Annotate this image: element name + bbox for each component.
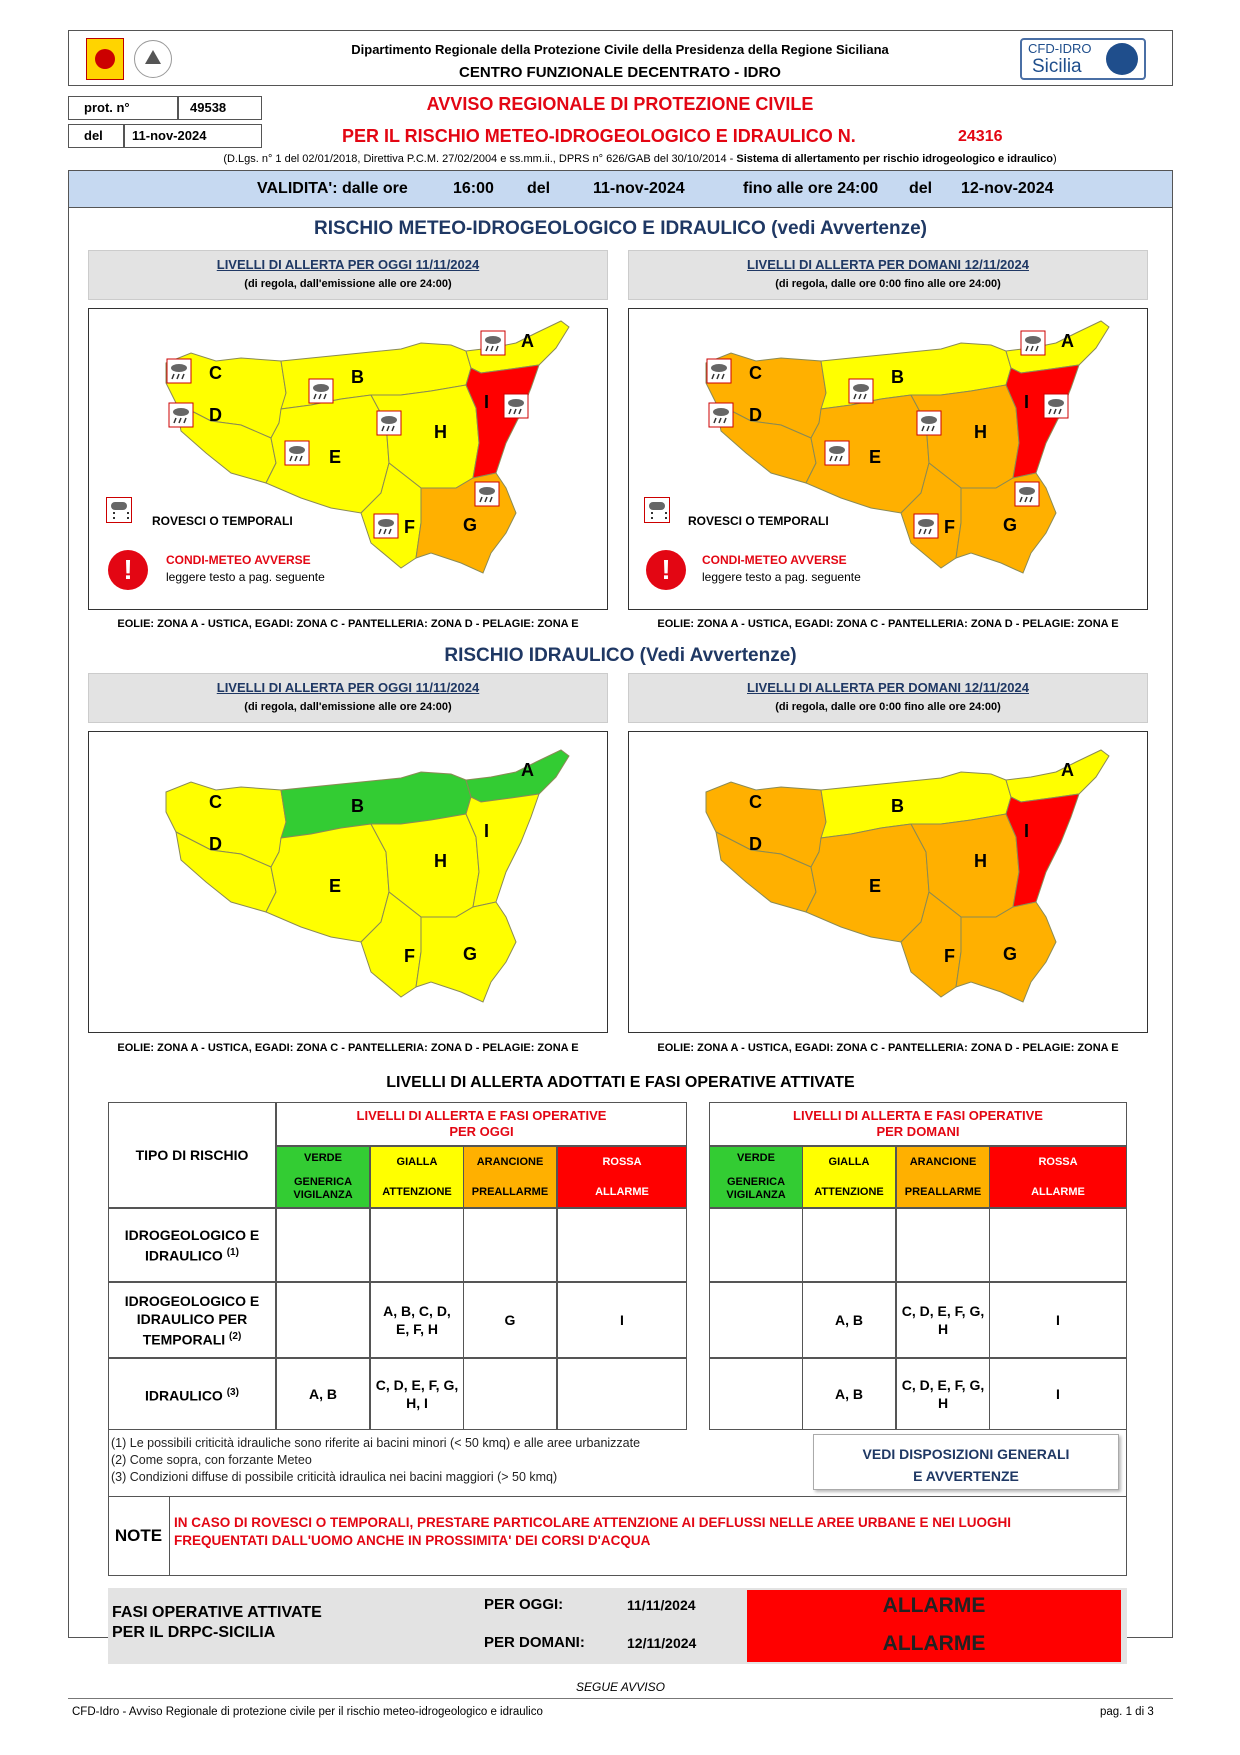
fasi-domani-date: 12/11/2024: [627, 1635, 697, 1651]
zone-g-label: G: [463, 515, 478, 535]
row-0-sup: (1): [226, 1246, 239, 1258]
s1-tomorrow-legend-adverse: CONDI-METEO AVVERSE: [702, 553, 847, 567]
zone-i-area: [1006, 794, 1079, 907]
tomorrow-level-rossa: [989, 1146, 1127, 1208]
today-cell: [557, 1208, 687, 1282]
level-phase: PREALLARME: [904, 1185, 982, 1198]
row-1-sup: (2): [229, 1330, 242, 1342]
sicily-map-group: [166, 321, 569, 573]
storm-icon: [1044, 394, 1068, 418]
s2-tomorrow-header: [628, 673, 1148, 723]
level-name: ROSSA: [602, 1155, 642, 1168]
storm-icon: [707, 359, 731, 383]
zone-d-label: D: [209, 834, 222, 854]
zone-h-label: H: [974, 422, 987, 442]
zone-c-label: C: [209, 792, 222, 812]
zone-h-label: H: [434, 422, 447, 442]
zone-f-label: F: [404, 517, 415, 537]
row-label-text: [145, 1384, 239, 1405]
row-label-text: [109, 1292, 275, 1349]
s1-tomorrow-sub: (di regola, dalle ore 0:00 fino alle ore 24:00): [775, 278, 1001, 290]
zone-a-label: A: [521, 760, 534, 780]
warning-icon: !: [646, 550, 686, 590]
vedi-line-1: VEDI DISPOSIZIONI GENERALI: [862, 1446, 1070, 1462]
fasi-oggi-label: PER OGGI:: [484, 1596, 564, 1613]
zone-f-label: F: [944, 946, 955, 966]
tomorrow-cell: A, B: [802, 1358, 896, 1430]
s1-tomorrow-legend-storms: ROVESCI O TEMPORALI: [688, 514, 829, 528]
row-1-label: IDROGEOLOGICO E IDRAULICO PER TEMPORALI: [124, 1292, 260, 1348]
storm-icon: [849, 379, 873, 403]
legal-close: ): [1053, 153, 1057, 165]
cfd-idro-logo-bottom: Sicilia: [1032, 56, 1082, 77]
zone-e-area: [266, 395, 389, 513]
footer-right: pag. 1 di 3: [1100, 1706, 1154, 1718]
level-phase: ATTENZIONE: [814, 1185, 884, 1198]
tomorrow-levels-header: [709, 1102, 1127, 1146]
footnote-3: (3) Condizioni diffuse di possibile criticità idraulica nei bacini maggiori (> 50 kmq): [111, 1470, 558, 1484]
zone-i-area: [466, 365, 539, 478]
tomorrow-level-verde: [709, 1146, 803, 1208]
storm-legend-icon: [106, 497, 132, 523]
zone-g-label: G: [463, 944, 478, 964]
sicily-map-group: [706, 321, 1109, 573]
tipo-rischio-label: TIPO DI RISCHIO: [135, 1147, 249, 1163]
zone-a-label: A: [1061, 331, 1074, 351]
section2-title: RISCHIO IDRAULICO (Vedi Avvertenze): [444, 645, 797, 666]
zone-f-label: F: [944, 517, 955, 537]
level-name: GIALLA: [396, 1155, 438, 1168]
zone-h-label: H: [974, 851, 987, 871]
zone-d-label: D: [209, 405, 222, 425]
zone-e-label: E: [869, 447, 882, 467]
today-cell: [463, 1358, 557, 1430]
map-idraulico-tomorrow-frame: [628, 731, 1148, 1033]
fasi-label-1: FASI OPERATIVE ATTIVATE: [112, 1604, 322, 1621]
level-phase: PREALLARME: [471, 1185, 549, 1198]
tomorrow-cell: C, D, E, F, G, H: [896, 1358, 990, 1430]
today-cell: I: [557, 1282, 687, 1358]
footer-left: CFD-Idro - Avviso Regionale di protezione civile per il rischio meteo-idrogeologico e idraulico: [72, 1706, 543, 1718]
level-phase: ALLARME: [1031, 1185, 1085, 1198]
del-label: del: [84, 128, 103, 143]
today-cell: [276, 1282, 370, 1358]
zone-d-label: D: [749, 405, 762, 425]
prot-value: 49538: [190, 100, 227, 115]
s2-tomorrow-title: LIVELLI DI ALLERTA PER DOMANI 12/11/2024: [747, 680, 1029, 695]
zone-a-label: A: [1061, 760, 1074, 780]
level-name: GIALLA: [828, 1155, 870, 1168]
storm-icon: [504, 394, 528, 418]
today-level-gialla: [370, 1146, 464, 1208]
vedi-line-2: E AVVERTENZE: [913, 1468, 1019, 1484]
s1-tomorrow-header: [628, 250, 1148, 300]
level-name: ROSSA: [1038, 1155, 1078, 1168]
zone-e-label: E: [329, 876, 342, 896]
sicily-map-group: [166, 750, 569, 1002]
footnote-1: (1) Le possibili criticità idrauliche sono riferite ai bacini minori (< 50 kmq) e alle aree urbanizzate: [111, 1436, 641, 1450]
today-cell: [370, 1208, 464, 1282]
tomorrow-cell: [802, 1208, 896, 1282]
center-line: CENTRO FUNZIONALE DECENTRATO - IDRO: [459, 64, 781, 81]
section1-title: RISCHIO METEO-IDROGEOLOGICO E IDRAULICO (vedi Avvertenze): [314, 218, 927, 239]
fasi-domani-label: PER DOMANI:: [484, 1634, 585, 1651]
zone-a-area: [466, 750, 569, 802]
zone-a-area: [1006, 750, 1109, 802]
map-idraulico-tomorrow: [629, 732, 1147, 1032]
validity-end-date: 12-nov-2024: [961, 180, 1054, 197]
map-idraulico-today-frame: [88, 731, 608, 1033]
storm-icon: [914, 514, 938, 538]
cfd-idro-logo-top: CFD-IDRO: [1028, 41, 1092, 56]
footnote-2: (2) Come sopra, con forzante Meteo: [111, 1453, 312, 1467]
zone-b-label: B: [351, 367, 364, 387]
note-label-cell: [108, 1496, 170, 1576]
zone-g-label: G: [1003, 944, 1018, 964]
s1-today-header: [88, 250, 608, 300]
s1-today-islands: EOLIE: ZONA A - USTICA, EGADI: ZONA C - PANTELLERIA: ZONA D - PELAGIE: ZONA E: [117, 618, 579, 630]
avviso-number: 24316: [958, 128, 1003, 145]
storm-icon: [709, 403, 733, 427]
today-cell: G: [463, 1282, 557, 1358]
validity-start-date: 11-nov-2024: [593, 180, 685, 197]
zone-e-area: [806, 824, 929, 942]
today-level-verde: [276, 1146, 370, 1208]
storm-icon: [169, 403, 193, 427]
fasi-domani-phase: ALLARME: [882, 1632, 986, 1655]
tomorrow-levels-header-2: PER DOMANI: [876, 1124, 960, 1139]
s2-tomorrow-islands: EOLIE: ZONA A - USTICA, EGADI: ZONA C - PANTELLERIA: ZONA D - PELAGIE: ZONA E: [657, 1042, 1119, 1054]
validity-del-1: del: [527, 180, 551, 197]
s1-today-legend-storms: ROVESCI O TEMPORALI: [152, 514, 293, 528]
row-2-sup: (3): [226, 1386, 239, 1398]
row-label-temporali: [108, 1282, 276, 1358]
today-levels-header-2: PER OGGI: [449, 1124, 514, 1139]
today-levels-header-1: LIVELLI DI ALLERTA E FASI OPERATIVE: [356, 1108, 607, 1123]
zone-i-area: [466, 794, 539, 907]
row-label-idrogeologico: [108, 1208, 276, 1282]
storm-icon: [917, 411, 941, 435]
vedi-disposizioni-button[interactable]: [813, 1434, 1119, 1490]
storm-icon: [481, 331, 505, 355]
warning-icon: !: [108, 550, 148, 590]
level-name: ARANCIONE: [476, 1155, 544, 1168]
tipo-rischio-header: [108, 1102, 276, 1208]
storm-icon: [1021, 331, 1045, 355]
fasi-oggi-date: 11/11/2024: [627, 1597, 696, 1613]
row-label-idraulico: [108, 1358, 276, 1430]
validity-until: fino alle ore 24:00: [743, 180, 879, 197]
zone-i-area: [1006, 365, 1079, 478]
legal-reference: [140, 153, 1140, 165]
today-level-arancione: [463, 1146, 557, 1208]
zone-i-label: I: [1024, 821, 1030, 841]
row-label-text: [109, 1226, 275, 1265]
validity-del-2: del: [909, 180, 933, 197]
prot-label: prot. n°: [84, 100, 130, 115]
today-cell: [276, 1208, 370, 1282]
fasi-oggi-phase: ALLARME: [882, 1594, 986, 1617]
table-title: LIVELLI DI ALLERTA ADOTTATI E FASI OPERATIVE ATTIVATE: [386, 1074, 855, 1091]
validity-bar: [68, 170, 1173, 208]
zone-i-label: I: [484, 821, 490, 841]
cfd-idro-emblem-icon: [1106, 43, 1138, 75]
zone-e-label: E: [329, 447, 342, 467]
s1-today-title: LIVELLI DI ALLERTA PER OGGI 11/11/2024: [216, 257, 480, 272]
note-label: NOTE: [114, 1526, 163, 1545]
zone-b-label: B: [351, 796, 364, 816]
storm-icon: [825, 441, 849, 465]
storm-icon: [1015, 482, 1039, 506]
today-cell: A, B: [276, 1358, 370, 1430]
note-text: IN CASO DI ROVESCI O TEMPORALI, PRESTARE PARTICOLARE ATTENZIONE AI DEFLUSSI NELLE AREE URBANE E NEI LUOGHI FREQUENTATI DALL'UOMO ANCHE IN PROSSIMITA' DEI CORSI D'ACQUA: [174, 1515, 1012, 1548]
zone-d-label: D: [749, 834, 762, 854]
segue-avviso: SEGUE AVVISO: [576, 1680, 665, 1694]
storm-icon: [309, 379, 333, 403]
map-idraulico-today: [89, 732, 607, 1032]
tomorrow-levels-header-1: LIVELLI DI ALLERTA E FASI OPERATIVE: [793, 1108, 1043, 1123]
footer-rule: [68, 1698, 1173, 1699]
today-levels-header: [276, 1102, 687, 1146]
s1-tomorrow-title: LIVELLI DI ALLERTA PER DOMANI 12/11/2024: [747, 257, 1029, 272]
zone-i-label: I: [484, 392, 490, 412]
today-cell: [557, 1358, 687, 1430]
tomorrow-cell: [709, 1282, 803, 1358]
legal-text: (D.Lgs. n° 1 del 02/01/2018, Direttiva P.C.M. 27/02/2004 e ss.mm.ii., DPRS n° 626/GAB del 30/10/2014 -: [223, 153, 737, 165]
tomorrow-cell: [989, 1208, 1127, 1282]
tomorrow-level-gialla: [802, 1146, 896, 1208]
level-phase: ATTENZIONE: [382, 1185, 452, 1198]
legal-bold: Sistema di allertamento per rischio idrogeologico e idraulico: [736, 153, 1053, 165]
storm-icon: [377, 411, 401, 435]
row-2-label: IDRAULICO: [145, 1387, 223, 1404]
zone-e-label: E: [869, 876, 882, 896]
zone-c-label: C: [749, 792, 762, 812]
region-logo: [86, 38, 124, 80]
level-name: ARANCIONE: [909, 1155, 977, 1168]
zone-b-label: B: [891, 796, 904, 816]
storm-icon: [167, 359, 191, 383]
today-cell: [463, 1208, 557, 1282]
s2-today-islands: EOLIE: ZONA A - USTICA, EGADI: ZONA C - PANTELLERIA: ZONA D - PELAGIE: ZONA E: [117, 1042, 579, 1054]
s2-tomorrow-sub: (di regola, dalle ore 0:00 fino alle ore 24:00): [775, 701, 1001, 713]
level-name: VERDE: [304, 1152, 342, 1165]
zone-e-area: [806, 395, 929, 513]
avviso-title-1: AVVISO REGIONALE DI PROTEZIONE CIVILE: [426, 94, 814, 114]
storm-icon: [374, 514, 398, 538]
department-line: Dipartimento Regionale della Protezione Civile della Presidenza della Regione Siciliana: [351, 42, 889, 57]
storm-icon: [285, 441, 309, 465]
tomorrow-cell: I: [989, 1358, 1127, 1430]
s1-tomorrow-legend-adverse-sub: leggere testo a pag. seguente: [702, 570, 861, 584]
sicily-map-group: [706, 750, 1109, 1002]
s2-today-sub: (di regola, dall'emissione alle ore 24:00): [244, 701, 452, 713]
tomorrow-level-arancione: [896, 1146, 990, 1208]
validity-start-time: 16:00: [453, 180, 494, 197]
level-phase: GENERICA VIGILANZA: [293, 1175, 353, 1201]
tomorrow-cell: [709, 1358, 803, 1430]
tomorrow-cell: C, D, E, F, G, H: [896, 1282, 990, 1358]
zone-i-label: I: [1024, 392, 1030, 412]
zone-h-label: H: [434, 851, 447, 871]
level-name: VERDE: [737, 1152, 775, 1165]
today-cell: A, B, C, D, E, F, H: [370, 1282, 464, 1358]
zone-c-label: C: [749, 363, 762, 383]
s2-today-header: [88, 673, 608, 723]
zone-a-label: A: [521, 331, 534, 351]
zone-b-label: B: [891, 367, 904, 387]
zone-f-label: F: [404, 946, 415, 966]
civil-protection-logo: [134, 40, 172, 78]
s2-today-title: LIVELLI DI ALLERTA PER OGGI 11/11/2024: [216, 680, 480, 695]
today-level-rossa: [557, 1146, 687, 1208]
row-0-label: IDROGEOLOGICO E IDRAULICO: [124, 1226, 260, 1264]
tomorrow-cell: I: [989, 1282, 1127, 1358]
zone-c-label: C: [209, 363, 222, 383]
del-value: 11-nov-2024: [132, 128, 207, 143]
validity-label: VALIDITA': dalle ore: [257, 180, 408, 197]
zone-g-label: G: [1003, 515, 1018, 535]
storm-legend-icon: [644, 497, 670, 523]
avviso-title-2: PER IL RISCHIO METEO-IDROGEOLOGICO E IDRAULICO N.: [342, 126, 856, 146]
storm-icon: [475, 482, 499, 506]
zone-e-area: [266, 824, 389, 942]
s1-today-legend-adverse: CONDI-METEO AVVERSE: [166, 553, 311, 567]
tomorrow-cell: [896, 1208, 990, 1282]
s1-today-sub: (di regola, dall'emissione alle ore 24:00): [244, 278, 452, 290]
tomorrow-cell: A, B: [802, 1282, 896, 1358]
s1-tomorrow-islands: EOLIE: ZONA A - USTICA, EGADI: ZONA C - PANTELLERIA: ZONA D - PELAGIE: ZONA E: [657, 618, 1119, 630]
today-cell: C, D, E, F, G, H, I: [370, 1358, 464, 1430]
tomorrow-cell: [709, 1208, 803, 1282]
s1-today-legend-adverse-sub: leggere testo a pag. seguente: [166, 570, 325, 584]
level-phase: ALLARME: [595, 1185, 649, 1198]
cfd-idro-logo: [1020, 38, 1146, 80]
level-phase: GENERICA VIGILANZA: [726, 1175, 786, 1201]
fasi-label-2: PER IL DRPC-SICILIA: [112, 1624, 276, 1641]
